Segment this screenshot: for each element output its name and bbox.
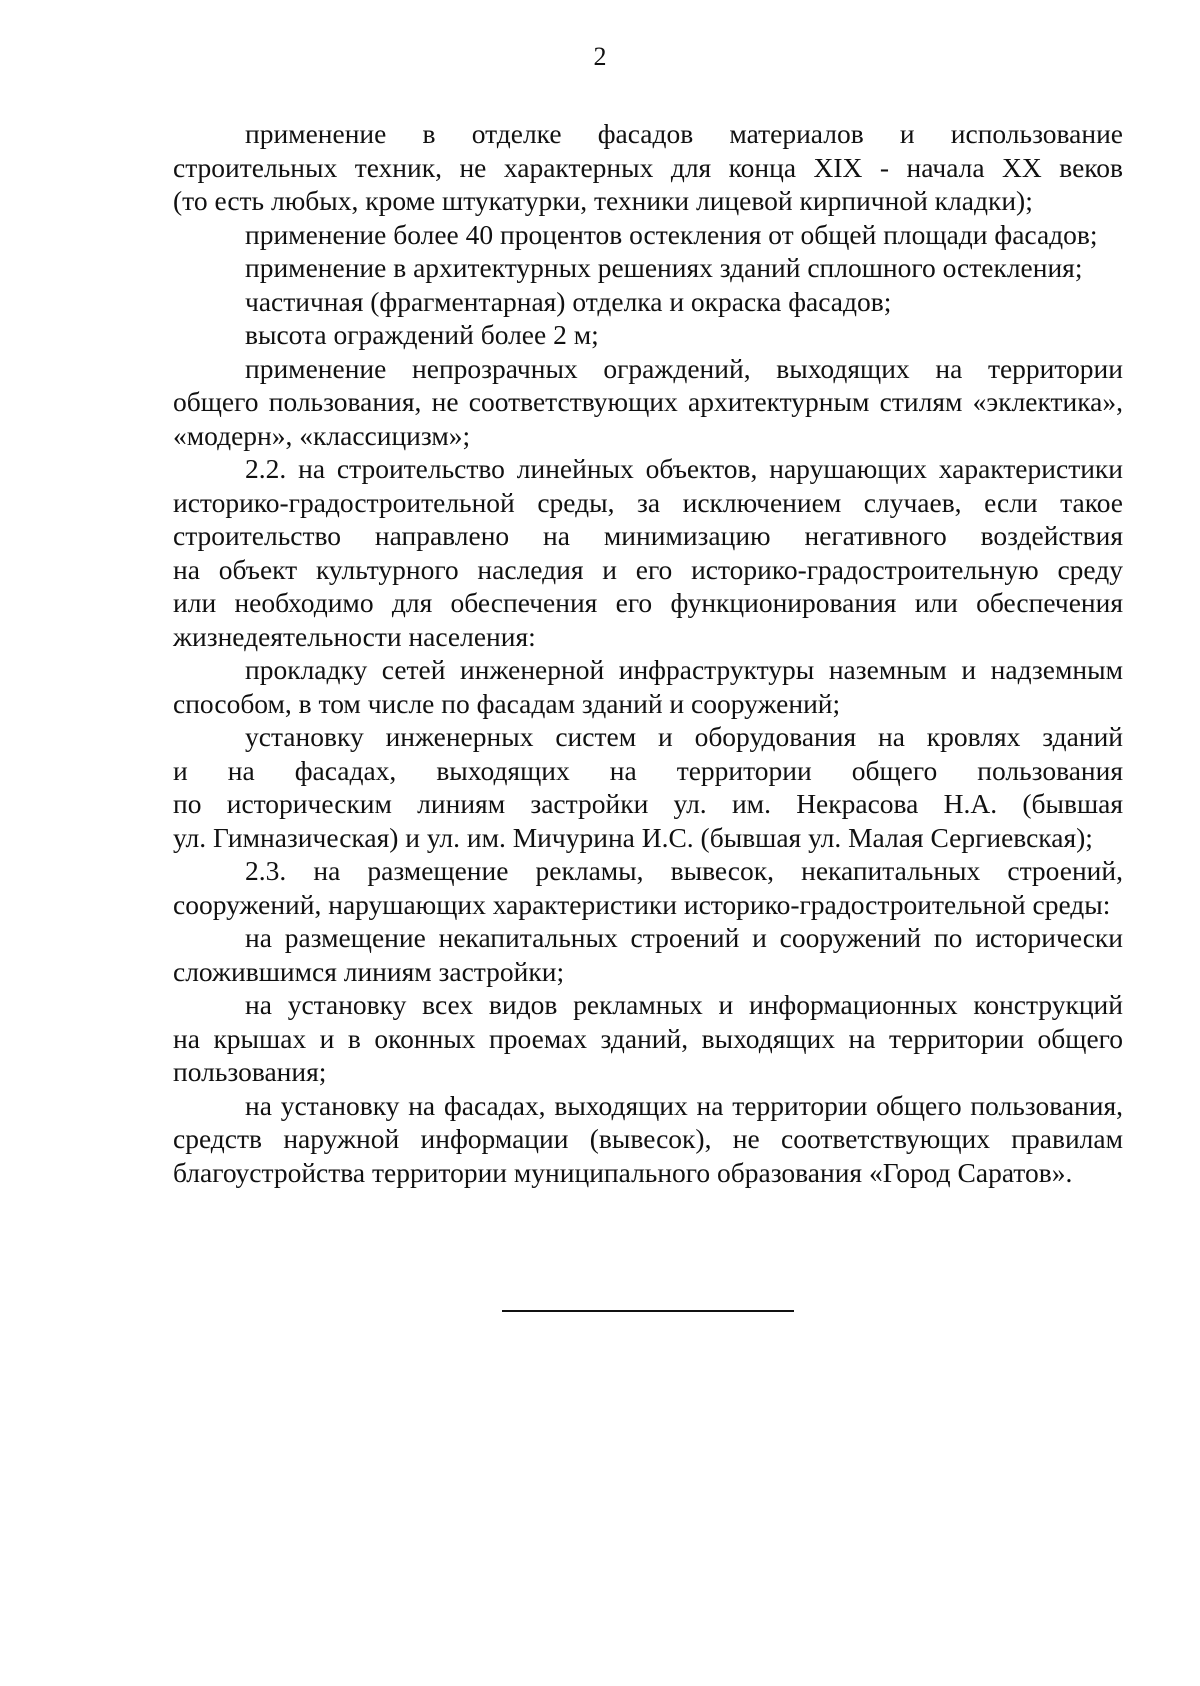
text-line: сооружений, нарушающих характеристики историко-градостроительной среды: xyxy=(173,888,1111,920)
document-paragraph xyxy=(173,452,1123,653)
text-line: установку инженерных систем и оборудования на кровлях зданий xyxy=(245,721,1123,752)
text-line: (то есть любых, кроме штукатурки, техники лицевой кирпичной кладки); xyxy=(173,185,1033,216)
text-line: применение непрозрачных ограждений, выходящих на территории xyxy=(245,352,1123,384)
text-line: жизнедеятельности населения: xyxy=(173,620,536,652)
text-line: способом, в том числе по фасадам зданий и сооружений; xyxy=(173,687,841,719)
document-paragraph xyxy=(173,720,1123,854)
closing-divider xyxy=(502,1310,794,1312)
text-line: на установку на фасадах, выходящих на территории общего пользования, xyxy=(245,1089,1123,1121)
document-paragraph xyxy=(173,117,1123,218)
text-line: на крышах и в оконных проемах зданий, выходящих на территории общего xyxy=(173,1022,1123,1054)
text-line: общего пользования, не соответствующих архитектурным стилям «эклектика», xyxy=(173,386,1123,417)
text-line: «модерн», «классицизм»; xyxy=(173,419,471,451)
text-line: частичная (фрагментарная) отделка и окраска фасадов; xyxy=(245,285,892,317)
document-paragraph xyxy=(173,352,1123,453)
document-paragraph xyxy=(173,921,1123,988)
text-line: средств наружной информации (вывесок), не соответствующих правилам xyxy=(173,1123,1123,1154)
document-paragraph xyxy=(173,251,1123,285)
document-paragraph xyxy=(173,318,1123,352)
text-line: применение более 40 процентов остекления от общей площади фасадов; xyxy=(245,218,1098,250)
document-body xyxy=(173,117,1123,1189)
text-line: высота ограждений более 2 м; xyxy=(245,319,599,350)
text-line: на установку всех видов рекламных и информационных конструкций xyxy=(245,989,1123,1020)
document-paragraph xyxy=(173,653,1123,720)
document-paragraph xyxy=(173,285,1123,319)
text-line: на объект культурного наследия и его историко-градостроительную среду xyxy=(173,553,1123,585)
text-line: применение в отделке фасадов материалов и использование xyxy=(245,118,1123,149)
document-paragraph xyxy=(173,218,1123,252)
document-paragraph xyxy=(173,854,1123,921)
text-line: сложившимся линиям застройки; xyxy=(173,955,565,987)
text-line: благоустройства территории муниципального образования «Город Саратов». xyxy=(173,1156,1073,1188)
text-line: прокладку сетей инженерной инфраструктуры наземным и надземным xyxy=(245,654,1123,685)
text-line: или необходимо для обеспечения его функционирования или обеспечения xyxy=(173,587,1123,618)
document-paragraph xyxy=(173,1089,1123,1190)
text-line: применение в архитектурных решениях зданий сплошного остекления; xyxy=(245,252,1083,283)
text-line: 2.3. на размещение рекламы, вывесок, некапитальных строений, xyxy=(245,855,1123,886)
text-line: историко-градостроительной среды, за исключением случаев, если такое xyxy=(173,486,1123,518)
text-line: пользования; xyxy=(173,1056,327,1087)
page-number: 2 xyxy=(593,42,607,71)
text-line: по историческим линиям застройки ул. им. Некрасова Н.А. (бывшая xyxy=(173,788,1123,819)
document-paragraph xyxy=(173,988,1123,1089)
text-line: и на фасадах, выходящих на территории общего пользования xyxy=(173,754,1123,786)
text-line: строительство направлено на минимизацию негативного воздействия xyxy=(173,520,1123,551)
text-line: на размещение некапитальных строений и сооружений по исторически xyxy=(245,922,1123,953)
text-line: ул. Гимназическая) и ул. им. Мичурина И.С. (бывшая ул. Малая Сергиевская); xyxy=(173,821,1093,853)
text-line: 2.2. на строительство линейных объектов, нарушающих характеристики xyxy=(245,453,1123,484)
text-line: строительных техник, не характерных для конца XIX - начала XX веков xyxy=(173,151,1123,183)
